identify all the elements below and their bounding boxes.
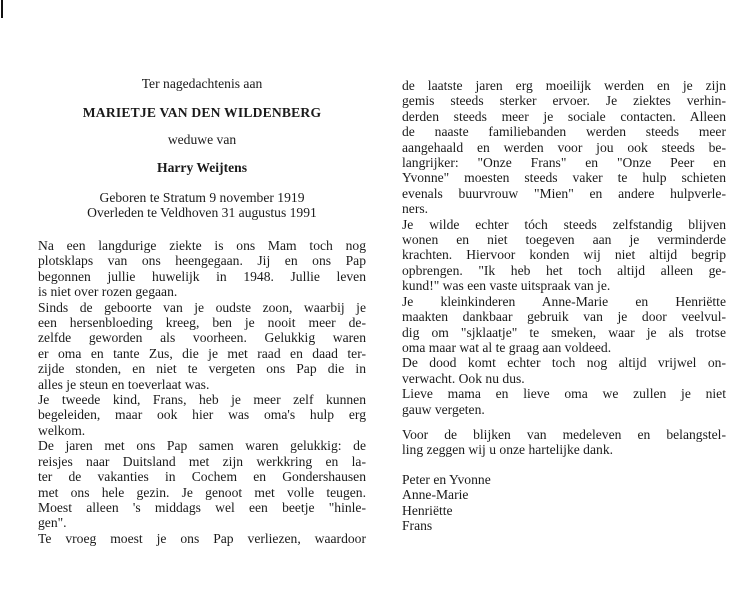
text-line: Na een langdurige ziekte is ons Mam toch nog <box>38 238 366 253</box>
text-line: Yvonne" moesten steeds vaker te hulp schieten <box>402 170 726 186</box>
deceased-name: MARIETJE VAN DEN WILDENBERG <box>82 105 322 120</box>
text-line: gauw vergeten. <box>402 401 485 417</box>
text-line: Je kleinkinderen Anne-Marie en Henriëtte <box>402 293 726 309</box>
text-line: opbrengen. "Ik heb het toch altijd alleen ge- <box>402 262 726 278</box>
text-line: alles je steun en toeverlaat was. <box>38 376 210 392</box>
text-line: met ons hele gezin. Je genoot met volle teugen. <box>38 484 366 500</box>
text-line: dig om "sjklaatje" te smeken, waar je als trotse <box>402 324 726 340</box>
text-line: plotsklaps van ons heengegaan. Jij en ons Pap <box>38 253 366 269</box>
corner-crop-mark <box>1 0 3 18</box>
text-line: wonen en niet toegeven aan je verminderde <box>402 232 726 248</box>
text-line: De dood komt echter toch nog altijd vrijwel on- <box>402 355 726 371</box>
text-line: verwacht. Ook nu dus. <box>402 370 525 386</box>
text-line: is niet over rozen gegaan. <box>38 284 178 300</box>
text-line: begonnen jullie huwelijk in 1948. Jullie leven <box>38 268 366 284</box>
text-line: Moest alleen 's middags wel een beetje "hinle- <box>38 499 366 515</box>
text-line: zelfde geworden als voorheen. Gelukkig waren <box>38 330 366 346</box>
text-line: er oma en tante Zus, die je met raad en daad ter- <box>38 345 366 361</box>
thanks-text <box>402 427 726 458</box>
widow-of-label: weduwe van <box>167 132 237 147</box>
text-line: Lieve mama en lieve oma we zullen je niet <box>402 386 726 402</box>
text-line: een hersenbloeding kreeg, ben je nooit meer de- <box>38 315 366 331</box>
text-line: zijde stonden, en niet te vergeten ons Pap die in <box>38 361 366 377</box>
text-line: aangehaald en werden voor jou ook steeds be- <box>402 139 726 155</box>
text-line: begeleiden, maar ook hier was oma's hulp erg <box>38 407 366 423</box>
text-line: reisjes naar Duitsland met zijn werkkring en la- <box>38 453 366 469</box>
text-line: ter de vakanties in Cochem en Gondershausen <box>38 469 366 485</box>
text-line: kund!" was een vaste uitspraak van je. <box>402 278 611 294</box>
left-body-text <box>38 238 366 546</box>
text-line: langrijker: "Onze Frans" en "Onze Peer en <box>402 155 726 171</box>
spouse-name: Harry Weijtens <box>157 160 247 175</box>
text-line: Te vroeg moest je ons Pap verliezen, waardoor <box>38 530 366 546</box>
death-line: Overleden te Veldhoven 31 augustus 1991 <box>87 205 317 220</box>
birth-line: Geboren te Stratum 9 november 1919 <box>99 190 305 205</box>
text-line: de laatste jaren erg moeilijk werden en je zijn <box>402 78 726 93</box>
text-line: de naaste familiebanden werden steeds meer <box>402 124 726 140</box>
text-line: krachten. Hiervoor konden wij niet altijd begrip <box>402 247 726 263</box>
text-line: derden steeds meer je sociale contacten. Alleen <box>402 108 726 124</box>
text-line: ling zeggen wij u onze hartelijke dank. <box>402 442 614 458</box>
text-line: Sinds de geboorte van je oudste zoon, waarbij je <box>38 299 366 315</box>
text-line: ners. <box>402 201 429 217</box>
signature-name: Frans <box>402 518 433 534</box>
right-body-text <box>402 78 726 417</box>
text-line: Je tweede kind, Frans, heb je meer zelf kunnen <box>38 392 366 408</box>
signature-name: Henriëtte <box>402 502 453 518</box>
text-line: maakten dankbaar gebruik van je door veelvul- <box>402 309 726 325</box>
signature-name: Peter en Yvonne <box>402 472 491 487</box>
text-line: welkom. <box>38 422 86 438</box>
memorial-intro: Ter nagedachtenis aan <box>141 76 263 91</box>
text-line: De jaren met ons Pap samen waren gelukkig: de <box>38 438 366 454</box>
signatures <box>402 472 726 534</box>
text-line: Je wilde echter tóch steeds zelfstandig blijven <box>402 216 726 232</box>
signature-name: Anne-Marie <box>402 487 469 503</box>
text-line: evenals buurvrouw "Mien" en andere hulpverle- <box>402 185 726 201</box>
text-line: Voor de blijken van medeleven en belangstel- <box>402 427 726 442</box>
text-line: oma maar wat al te graag aan voldeed. <box>402 339 612 355</box>
text-line: gen". <box>38 515 67 531</box>
text-line: gemis steeds sterker ervoer. Je ziektes verhin- <box>402 93 726 109</box>
